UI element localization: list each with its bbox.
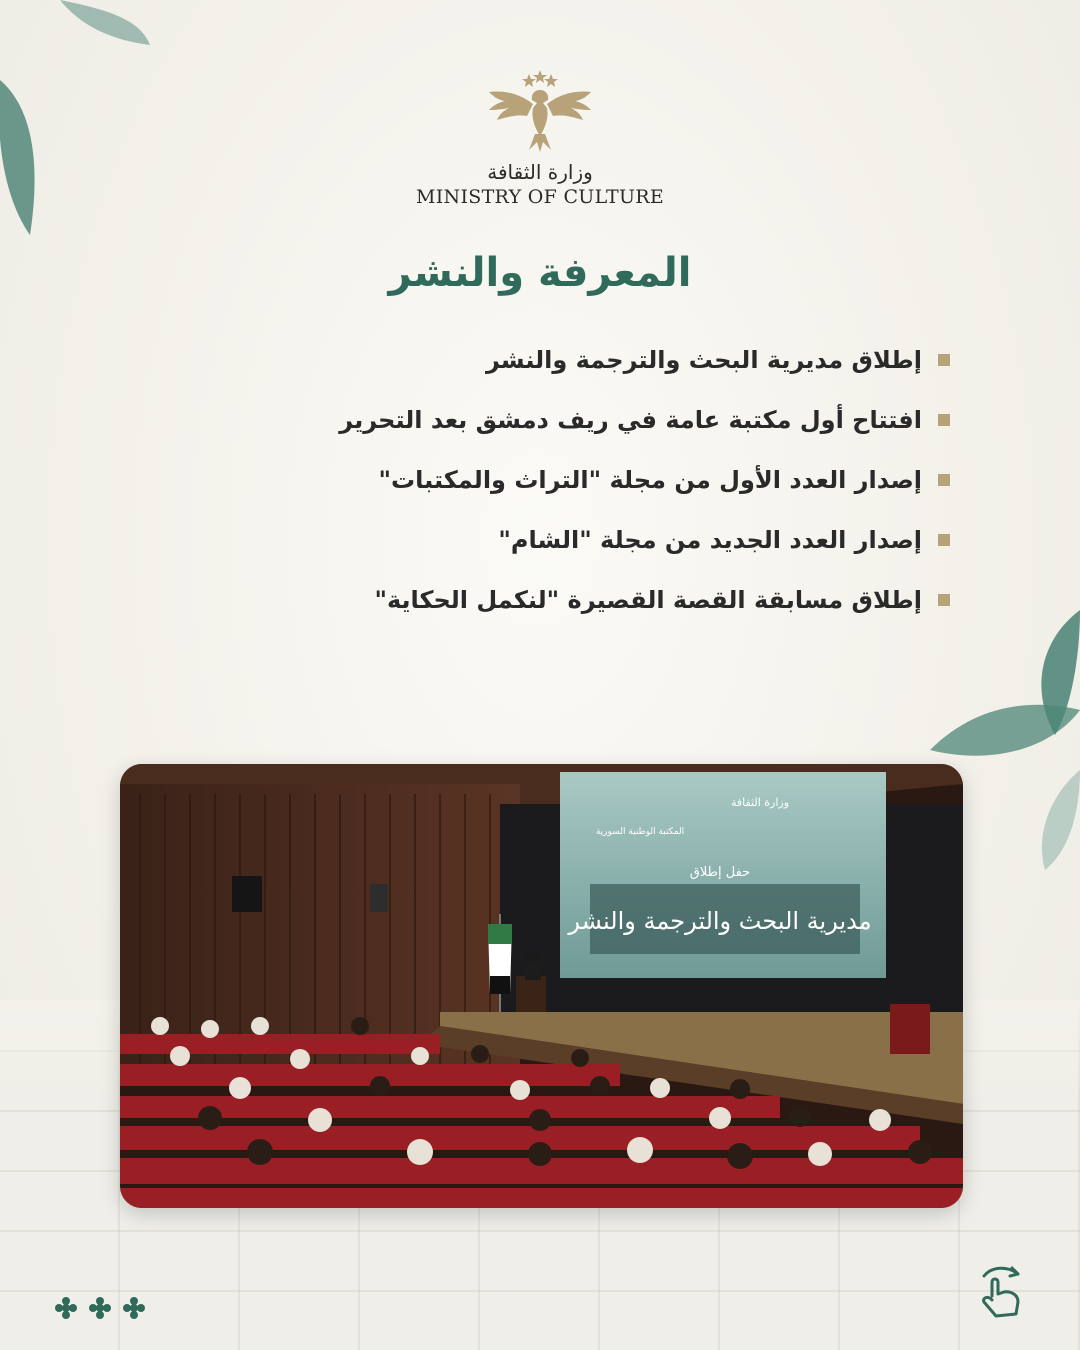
screen-logo-text: وزارة الثقافة — [730, 796, 790, 809]
square-bullet-icon — [938, 354, 950, 366]
list-item — [150, 390, 950, 450]
list-item-text: إطلاق مسابقة القصة القصيرة "لنكمل الحكاية" — [374, 586, 922, 614]
flower-dot-icon — [89, 1297, 111, 1319]
list-item-text: إصدار العدد الجديد من مجلة "الشام" — [498, 526, 922, 554]
auditorium-scene — [120, 764, 963, 1208]
org-name-english: MINISTRY OF CULTURE — [415, 186, 665, 208]
swipe-hand-icon[interactable] — [974, 1262, 1030, 1322]
screen-partner-text: المكتبة الوطنية السورية — [595, 827, 685, 837]
list-item-text: افتتاح أول مكتبة عامة في ريف دمشق بعد التحرير — [339, 406, 922, 434]
list-item-text: إصدار العدد الأول من مجلة "التراث والمكتبات" — [378, 466, 922, 494]
flower-dot-icon — [123, 1297, 145, 1319]
list-item — [150, 510, 950, 570]
org-name-arabic: وزارة الثقافة — [487, 160, 593, 184]
square-bullet-icon — [938, 594, 950, 606]
achievements-list — [150, 330, 950, 630]
list-item — [150, 330, 950, 390]
screen-launch-text: حفل إطلاق — [689, 865, 751, 880]
ministry-header — [0, 70, 1080, 208]
list-item-text: إطلاق مديرية البحث والترجمة والنشر — [485, 346, 922, 374]
screen-main-text: مديرية البحث والترجمة والنشر — [568, 907, 872, 935]
list-item — [150, 570, 950, 630]
page-title: المعرفة والنشر — [388, 250, 692, 296]
square-bullet-icon — [938, 534, 950, 546]
eagle-emblem-icon — [485, 70, 595, 154]
list-item — [150, 450, 950, 510]
flower-dot-icon — [55, 1297, 77, 1319]
square-bullet-icon — [938, 474, 950, 486]
event-photo — [120, 764, 963, 1208]
square-bullet-icon — [938, 414, 950, 426]
page-dots — [54, 1296, 150, 1322]
